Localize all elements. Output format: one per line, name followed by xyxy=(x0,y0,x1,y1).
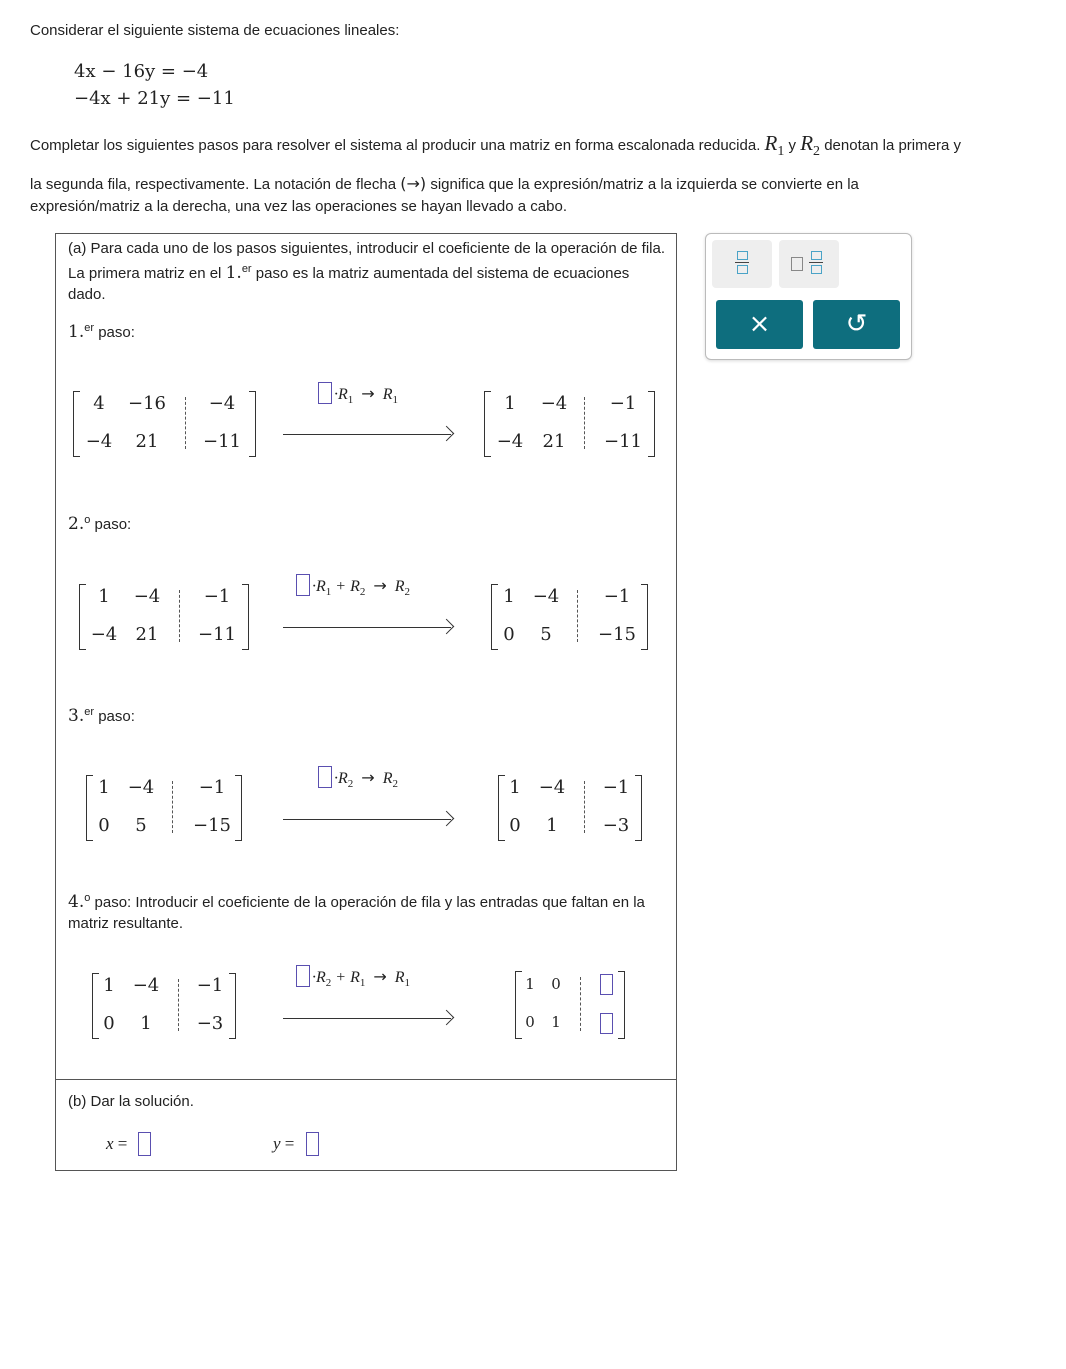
step-1-left-matrix: 4 −16 −4 −4 21 −11 xyxy=(73,391,256,455)
step-3-coefficient-input[interactable] xyxy=(318,766,332,788)
step-1-coefficient-input[interactable] xyxy=(318,382,332,404)
step-4-result-entry-1[interactable] xyxy=(600,974,613,995)
y-solution-input[interactable] xyxy=(306,1132,319,1156)
step-4-coefficient-input[interactable] xyxy=(296,965,310,987)
fraction-icon xyxy=(737,251,747,274)
x-solution: x = xyxy=(106,1134,128,1153)
equation-1: 4x − 16y = −4 xyxy=(74,61,209,82)
step-3-operation: $\cdot R_2 \to R_2$ xyxy=(318,766,398,790)
step-4-result-entry-2[interactable] xyxy=(600,1013,613,1034)
step-2-coefficient-input[interactable] xyxy=(296,574,310,596)
step-1-arrow xyxy=(283,434,451,435)
instructions: Completar los siguientes pasos para resolver el sistema al producir una matriz en forma escalonada reducida. $R_1$ y $R_2$ denotan la primera y la segunda fila, respectivamente. La notación de flecha (→) significa que la expresión/matriz a la izquierda se convierte en la expresión/matriz a la derecha, una vez las operaciones se hayan llevado a cabo. xyxy=(30,131,961,216)
step-2-arrow xyxy=(283,627,451,628)
whole-number-box-icon xyxy=(791,257,803,271)
part-b-label: (b) Dar la solución. xyxy=(68,1093,194,1110)
mixed-number-button[interactable] xyxy=(779,240,839,288)
step-1-label: 1.$^{er}$ paso: xyxy=(68,322,135,342)
equation-system xyxy=(74,58,235,112)
step-3-label: 3.$^{er}$ paso: xyxy=(68,706,135,726)
y-solution: y = xyxy=(273,1134,295,1153)
math-keypad xyxy=(705,233,912,360)
step-1-operation: $\cdot R_1 \to R_1$ xyxy=(318,382,398,406)
intro-text: Considerar el siguiente sistema de ecuaciones lineales: xyxy=(30,22,400,39)
step-4-right-matrix: 1 0 0 1 xyxy=(515,971,625,1037)
undo-button[interactable]: ↺ xyxy=(813,300,900,349)
step-1-right-matrix: 1 −4 −1 −4 21 −11 xyxy=(484,391,655,455)
equation-2: −4x + 21y = −11 xyxy=(74,88,235,109)
problem-box xyxy=(55,233,677,1171)
arrow-notation-icon: (→) xyxy=(400,174,427,194)
step-2-right-matrix: 1 −4 −1 0 5 −15 xyxy=(491,584,648,648)
part-divider xyxy=(56,1079,676,1080)
r2-symbol: $R_2$ xyxy=(800,131,821,160)
clear-button[interactable]: × xyxy=(716,300,803,349)
step-2-operation: $\cdot R_1 + R_2 \to R_2$ xyxy=(296,574,410,598)
step-4-label: 4.$^o$ paso: Introducir el coeficiente de la operación de fila y las entradas que faltan en la matriz resultante. xyxy=(68,892,645,932)
step-4-operation: $\cdot R_2 + R_1 \to R_1$ xyxy=(296,965,410,989)
step-3-right-matrix: 1 −4 −1 0 1 −3 xyxy=(498,775,642,839)
step-4-left-matrix: 1 −4 −1 0 1 −3 xyxy=(92,973,236,1037)
r1-symbol: $R_1$ xyxy=(764,131,785,160)
x-solution-input[interactable] xyxy=(138,1132,151,1156)
step-3-arrow xyxy=(283,819,451,820)
part-a-instructions: (a) Para cada uno de los pasos siguientes, introducir el coeficiente de la operación de fila. La primera matriz en el 1.$^{er}$ paso es la matriz aumentada del sistema de ecuaciones dado. xyxy=(68,240,666,303)
fraction-button[interactable] xyxy=(712,240,772,288)
fraction-icon xyxy=(811,251,821,274)
step-3-left-matrix: 1 −4 −1 0 5 −15 xyxy=(86,775,242,839)
step-2-label: 2.$^o$ paso: xyxy=(68,514,132,534)
step-2-left-matrix: 1 −4 −1 −4 21 −11 xyxy=(79,584,249,648)
step-4-arrow xyxy=(283,1018,451,1019)
